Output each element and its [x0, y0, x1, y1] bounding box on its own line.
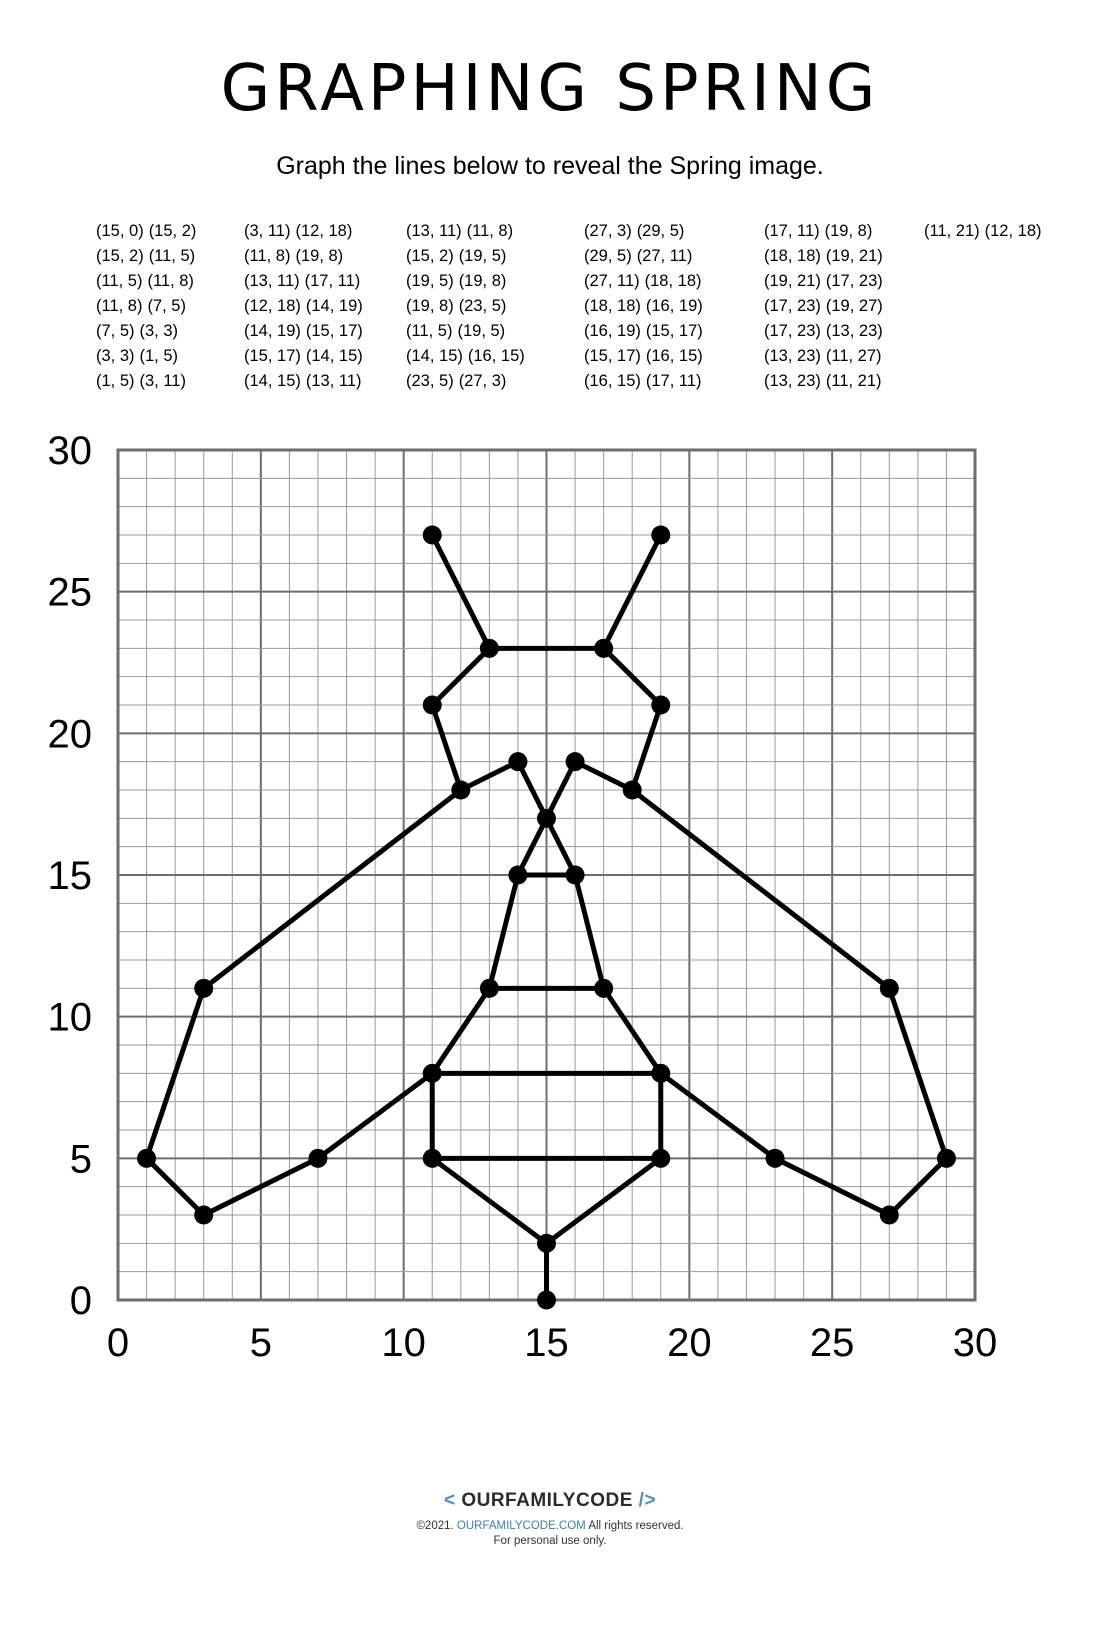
coordinate-pair — [244, 344, 406, 369]
x-axis-tick-label: 15 — [524, 1321, 569, 1360]
coordinate-to: (29, 5) — [636, 222, 685, 240]
footer — [0, 1490, 1100, 1547]
coordinate-pair — [584, 369, 764, 394]
coordinate-pair — [244, 294, 406, 319]
page-title: GRAPHING SPRING — [220, 52, 880, 126]
brand-logo — [0, 1490, 1100, 1512]
coordinate-pair — [406, 344, 584, 369]
coordinate-column — [764, 219, 924, 394]
coordinate-from: (27, 11) — [584, 272, 640, 290]
plotted-point — [651, 526, 670, 545]
coordinate-column — [244, 219, 406, 394]
axis-labels — [48, 429, 998, 1360]
coordinate-to: (14, 15) — [305, 347, 363, 365]
coordinate-from: (14, 15) — [244, 372, 301, 390]
coordinate-from: (15, 2) — [406, 247, 454, 265]
coordinate-to: (27, 11) — [636, 247, 693, 265]
copyright-line — [0, 1520, 1100, 1532]
coordinate-pair — [764, 269, 924, 294]
coordinate-column — [584, 219, 764, 394]
coordinate-pair — [244, 319, 406, 344]
coordinate-to: (17, 11) — [304, 272, 361, 290]
plotted-point — [308, 1149, 327, 1168]
x-axis-tick-label: 25 — [809, 1321, 855, 1360]
coordinate-to: (15, 17) — [645, 322, 703, 340]
chevron-right-icon: > — [644, 1490, 657, 1511]
coordinate-to: (12, 18) — [984, 222, 1042, 240]
coordinate-pair — [764, 344, 924, 369]
coordinate-from: (3, 3) — [96, 347, 135, 365]
coordinate-to: (19, 8) — [295, 247, 344, 265]
page-subtitle: Graph the lines below to reveal the Spring image. — [276, 152, 824, 180]
y-axis-tick-label: 5 — [69, 1137, 92, 1182]
coordinate-from: (11, 5) — [406, 322, 453, 340]
coordinate-from: (17, 23) — [764, 322, 821, 340]
plotted-point — [880, 1206, 899, 1225]
coordinate-to: (16, 15) — [467, 347, 525, 365]
coordinate-pair — [764, 319, 924, 344]
coordinate-to: (23, 5) — [458, 297, 507, 315]
coordinate-from: (19, 8) — [406, 297, 454, 315]
coordinate-pair — [244, 369, 406, 394]
plotted-point — [594, 979, 613, 998]
coordinate-pair — [584, 294, 764, 319]
plotted-point — [423, 1064, 442, 1083]
plotted-point — [480, 979, 499, 998]
coordinate-from: (19, 5) — [406, 272, 454, 290]
plotted-point — [566, 866, 585, 885]
coordinate-pair — [406, 294, 584, 319]
copyright-year: 2021. — [424, 1520, 454, 1532]
coordinate-pair — [244, 269, 406, 294]
coordinate-pair — [584, 244, 764, 269]
coordinate-to: (11, 8) — [466, 222, 514, 240]
coordinate-from: (13, 11) — [244, 272, 300, 290]
coordinate-to: (17, 11) — [645, 372, 702, 390]
plotted-point — [423, 526, 442, 545]
coordinate-from: (17, 11) — [764, 222, 820, 240]
plotted-point — [194, 979, 213, 998]
coordinate-from: (7, 5) — [96, 322, 135, 340]
coordinate-from: (17, 23) — [764, 297, 821, 315]
plotted-point — [508, 752, 527, 771]
coordinate-to: (16, 15) — [645, 347, 703, 365]
coordinate-from: (15, 17) — [244, 347, 301, 365]
coordinate-from: (18, 18) — [584, 297, 641, 315]
coordinate-pair — [584, 269, 764, 294]
coordinate-pair — [406, 244, 584, 269]
coordinate-pair — [764, 219, 924, 244]
coordinate-column — [96, 219, 244, 394]
coordinate-from: (11, 21) — [924, 222, 980, 240]
coordinate-from: (15, 17) — [584, 347, 641, 365]
drawing-segment — [204, 790, 461, 988]
plotted-point — [537, 1291, 556, 1310]
coordinate-to: (1, 5) — [139, 347, 179, 365]
drawing-segment — [632, 790, 889, 988]
coordinate-pair — [406, 369, 584, 394]
coordinate-from: (11, 5) — [96, 272, 143, 290]
coordinate-column — [924, 219, 1074, 394]
plotted-point — [566, 752, 585, 771]
plotted-point — [423, 696, 442, 715]
y-axis-tick-label: 0 — [69, 1279, 92, 1323]
x-axis-tick-label: 20 — [667, 1321, 712, 1360]
coordinate-from: (13, 11) — [406, 222, 462, 240]
coordinate-from: (29, 5) — [584, 247, 632, 265]
y-axis-tick-label: 30 — [47, 429, 92, 473]
coordinate-to: (19, 8) — [458, 272, 507, 290]
plotted-point — [651, 696, 670, 715]
x-axis-tick-label: 10 — [381, 1321, 426, 1360]
coordinate-to: (3, 11) — [139, 372, 186, 390]
coordinate-pair — [764, 369, 924, 394]
coordinate-to: (11, 27) — [825, 347, 882, 365]
plotted-point — [137, 1149, 156, 1168]
y-axis-tick-label: 20 — [47, 712, 92, 757]
coordinate-pair — [244, 244, 406, 269]
plotted-point — [423, 1149, 442, 1168]
x-axis-tick-label: 0 — [106, 1321, 130, 1360]
coordinate-from: (23, 5) — [406, 372, 454, 390]
coordinate-from: (14, 15) — [406, 347, 463, 365]
coordinate-to: (19, 8) — [824, 222, 873, 240]
coordinate-from: (1, 5) — [96, 372, 135, 390]
y-axis-tick-label: 15 — [47, 854, 92, 898]
coordinate-pair — [96, 369, 244, 394]
coordinate-pair — [96, 344, 244, 369]
chevron-left-icon: < — [443, 1490, 456, 1511]
y-axis-tick-label: 25 — [47, 570, 92, 615]
plotted-point — [537, 1234, 556, 1253]
coordinate-pair — [96, 244, 244, 269]
coordinate-to: (7, 5) — [147, 297, 186, 315]
coordinate-pair — [924, 219, 1074, 244]
coordinate-from: (27, 3) — [584, 222, 632, 240]
coordinate-from: (13, 23) — [764, 372, 821, 390]
coordinate-pair — [96, 319, 244, 344]
personal-use-note: For personal use only. — [493, 1535, 607, 1547]
x-axis-tick-label: 30 — [952, 1321, 998, 1360]
coordinate-pair — [584, 319, 764, 344]
coordinate-to: (11, 5) — [148, 247, 196, 265]
plotted-point — [651, 1064, 670, 1083]
copyright-icon: © — [416, 1520, 425, 1532]
slash-icon: / — [638, 1490, 645, 1511]
coordinate-from: (13, 23) — [764, 347, 821, 365]
coordinate-grid — [0, 420, 1100, 1360]
coordinate-to: (16, 19) — [645, 297, 703, 315]
plotted-point — [594, 639, 613, 658]
coordinate-pair — [764, 294, 924, 319]
plotted-point — [651, 1149, 670, 1168]
copyright-rights: All rights reserved. — [588, 1520, 684, 1532]
brand-name: OURFAMILYCODE — [461, 1490, 633, 1511]
drawing-segment — [432, 705, 461, 790]
coordinate-column — [406, 219, 584, 394]
coordinate-to: (19, 5) — [458, 247, 507, 265]
plotted-point — [194, 1206, 213, 1225]
plotted-point — [937, 1149, 956, 1168]
coordinate-pair — [406, 269, 584, 294]
coordinate-from: (18, 18) — [764, 247, 821, 265]
coordinate-to: (11, 8) — [147, 272, 194, 290]
coordinate-to: (17, 23) — [825, 272, 883, 290]
coordinate-to: (13, 23) — [825, 322, 883, 340]
coordinate-from: (19, 21) — [764, 272, 821, 290]
plotted-point — [880, 979, 899, 998]
y-axis-tick-label: 10 — [47, 995, 92, 1040]
coordinate-from: (16, 15) — [584, 372, 641, 390]
coordinate-pair — [96, 294, 244, 319]
plotted-point — [508, 866, 527, 885]
coordinate-pair — [584, 344, 764, 369]
coordinate-to: (19, 5) — [457, 322, 506, 340]
coordinate-to: (14, 19) — [305, 297, 363, 315]
coordinate-list — [0, 219, 1100, 394]
copyright-site: OURFAMILYCODE.COM — [456, 1520, 586, 1532]
coordinate-from: (15, 0) — [96, 222, 144, 240]
coordinate-from: (14, 19) — [244, 322, 301, 340]
coordinate-to: (13, 11) — [305, 372, 362, 390]
coordinate-to: (18, 18) — [644, 272, 702, 290]
coordinate-to: (15, 17) — [305, 322, 363, 340]
coordinate-pair — [96, 219, 244, 244]
coordinate-to: (15, 2) — [148, 222, 197, 240]
coordinate-from: (3, 11) — [244, 222, 291, 240]
coordinate-from: (11, 8) — [96, 297, 143, 315]
coordinate-to: (27, 3) — [458, 372, 507, 390]
coordinate-from: (16, 19) — [584, 322, 641, 340]
coordinate-to: (19, 27) — [825, 297, 883, 315]
coordinate-pair — [764, 244, 924, 269]
coordinate-to: (3, 3) — [139, 322, 179, 340]
plotted-point — [623, 781, 642, 800]
coordinate-pair — [406, 219, 584, 244]
plotted-point — [480, 639, 499, 658]
plotted-point — [451, 781, 470, 800]
coordinate-to: (19, 21) — [825, 247, 883, 265]
x-axis-tick-label: 5 — [249, 1321, 272, 1360]
coordinate-to: (11, 21) — [825, 372, 882, 390]
coordinate-pair — [584, 219, 764, 244]
coordinate-from: (12, 18) — [244, 297, 301, 315]
coordinate-from: (11, 8) — [244, 247, 291, 265]
plotted-point — [537, 809, 556, 828]
coordinate-pair — [96, 269, 244, 294]
graph-area — [0, 420, 1100, 1360]
plotted-point — [766, 1149, 785, 1168]
coordinate-to: (12, 18) — [295, 222, 353, 240]
coordinate-from: (15, 2) — [96, 247, 144, 265]
coordinate-pair — [244, 219, 406, 244]
coordinate-pair — [406, 319, 584, 344]
drawing-segment — [632, 705, 661, 790]
